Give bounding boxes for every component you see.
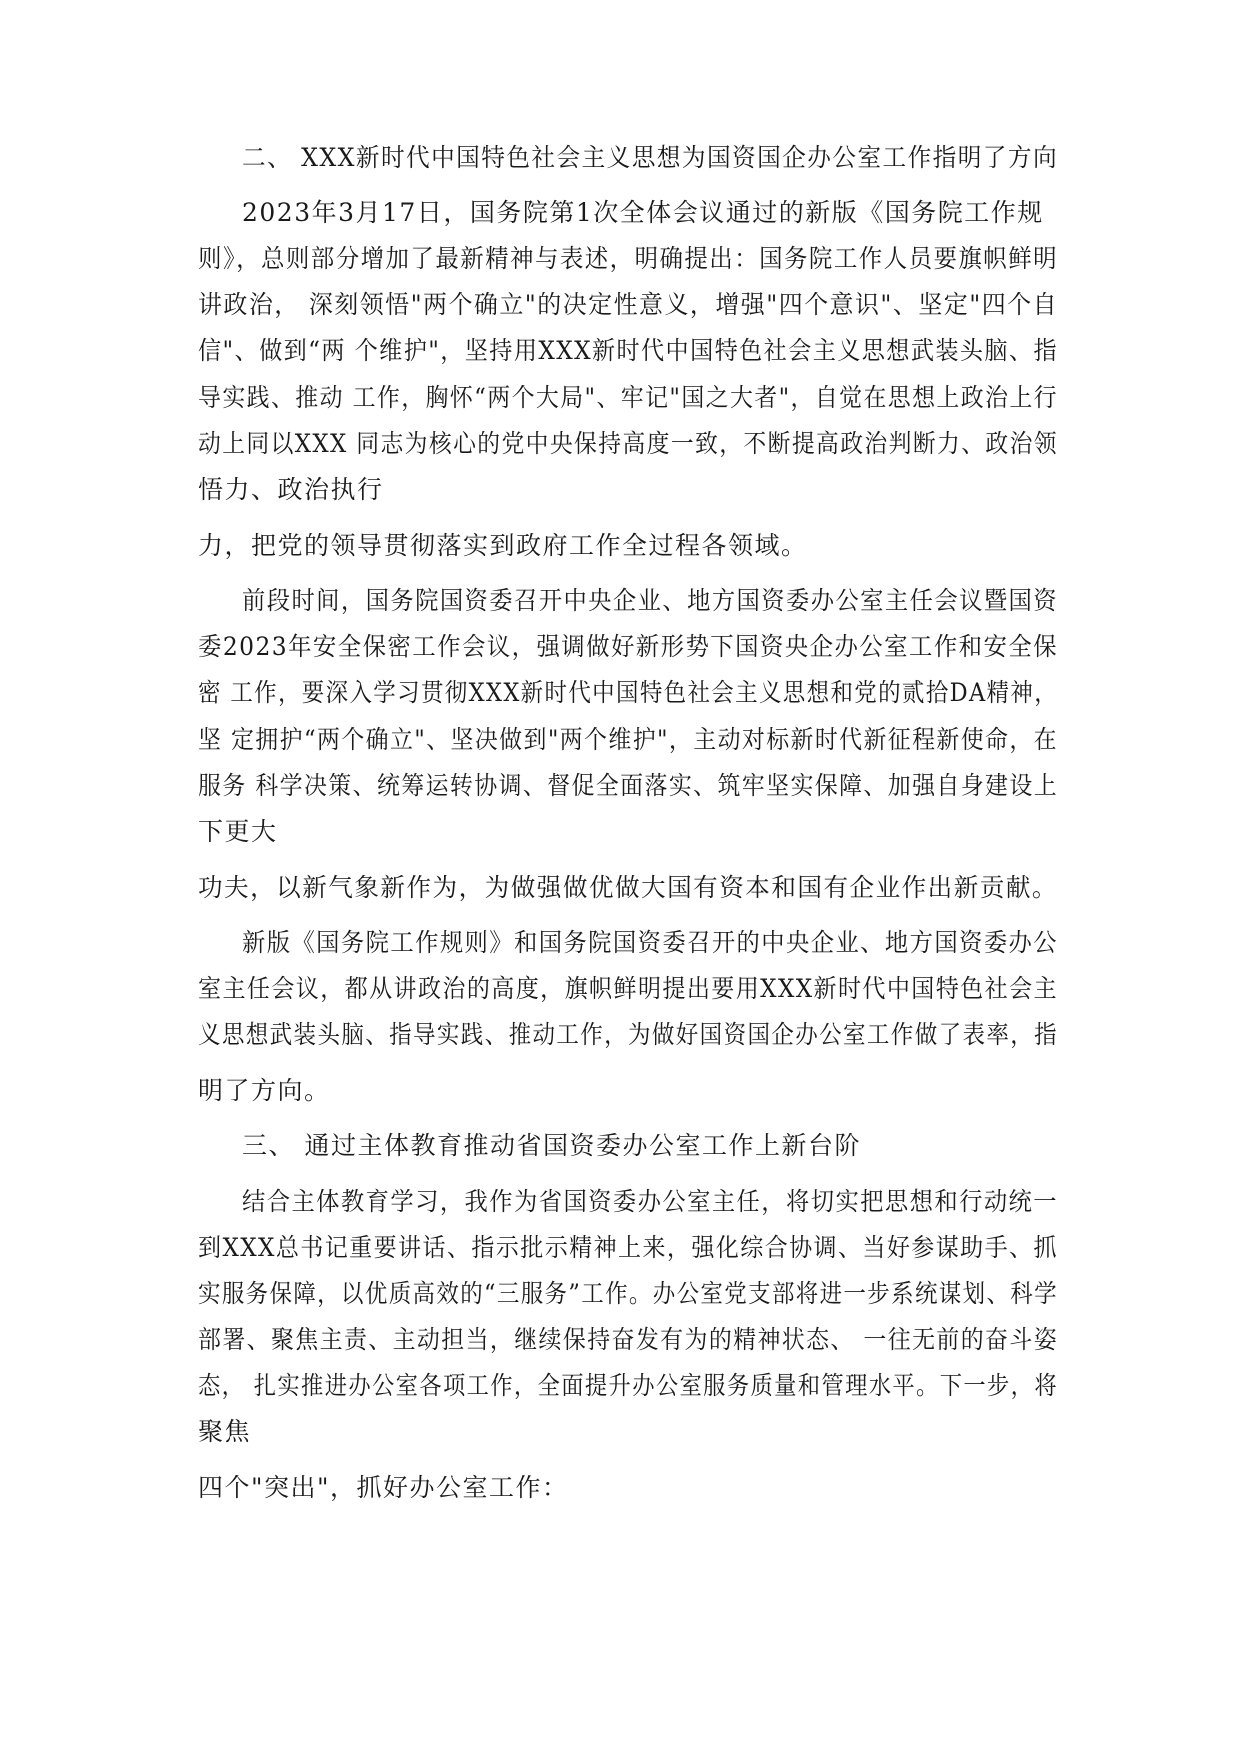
paragraph-line: 明了方向。	[198, 1076, 331, 1105]
paragraph-line: 功夫，以新气象新作为，为做强做优做大国有资本和国有企业作出新贡献。	[198, 873, 1058, 902]
paragraph-line: 委2023年安全保密工作会议，强调做好新形势下国资央企办公室工作和安全保	[198, 632, 1059, 661]
paragraph-line: 新版《国务院工作规则》和国务院国资委召开的中央企业、地方国资委办公	[242, 928, 1059, 957]
paragraph-line: 信"、做到“两 个维护"，坚持用XXX新时代中国特色社会主义思想武装头脑、指	[198, 336, 1058, 365]
paragraph-line: 动上同以XXX 同志为核心的党中央保持高度一致，不断提高政治判断力、政治领	[198, 429, 1058, 458]
paragraph-line: 义思想武装头脑、指导实践、推动工作，为做好国资国企办公室工作做了表率，指	[198, 1020, 1059, 1049]
paragraph-line: 讲政治， 深刻领悟"两个确立"的决定性意义，增强"四个意识"、坚定"四个自	[198, 290, 1059, 319]
paragraph-line: 到XXX总书记重要讲话、指示批示精神上来，强化综合协调、当好参谋助手、抓	[198, 1233, 1058, 1262]
paragraph-line: 力，把党的领导贯彻落实到政府工作全过程各领域。	[198, 531, 808, 560]
paragraph-line: 态， 扎实推进办公室各项工作，全面提升办公室服务质量和管理水平。下一步，将	[198, 1371, 1058, 1400]
section-heading-2: 二、 XXX新时代中国特色社会主义思想为国资国企办公室工作指明了方向	[242, 143, 1059, 172]
paragraph-line: 实服务保障，以优质高效的“三服务”工作。办公室党支部将进一步系统谋划、科学	[198, 1279, 1058, 1308]
paragraph-line: 坚 定拥护“两个确立"、坚决做到"两个维护"，主动对标新时代新征程新使命，在	[198, 725, 1059, 754]
paragraph-line: 则》，总则部分增加了最新精神与表述，明确提出：国务院工作人员要旗帜鲜明	[198, 244, 1059, 273]
paragraph-line: 前段时间，国务院国资委召开中央企业、地方国资委办公室主任会议暨国资	[242, 586, 1059, 615]
paragraph-line: 悟力、政治执行	[198, 475, 384, 504]
paragraph-line: 服务 科学决策、统筹运转协调、督促全面落实、筑牢坚实保障、加强自身建设上	[198, 771, 1059, 800]
paragraph-line: 部署、聚焦主责、主动担当，继续保持奋发有为的精神状态、 一往无前的奋斗姿	[198, 1325, 1059, 1354]
paragraph-line: 结合主体教育学习，我作为省国资委办公室主任，将切实把思想和行动统一	[242, 1187, 1059, 1216]
paragraph-line: 室主任会议，都从讲政治的高度，旗帜鲜明提出要用XXX新时代中国特色社会主	[198, 974, 1058, 1003]
paragraph-line: 四个"突出"，抓好办公室工作：	[198, 1473, 569, 1502]
paragraph-line: 聚焦	[198, 1417, 252, 1446]
section-heading-3: 三、 通过主体教育推动省国资委办公室工作上新台阶	[242, 1131, 861, 1160]
paragraph-line: 2023年3月17日，国务院第1次全体会议通过的新版《国务院工作规	[242, 198, 1044, 227]
paragraph-line: 下更大	[198, 817, 278, 846]
paragraph-line: 导实践、推动 工作，胸怀“两个大局"、牢记"国之大者"，自觉在思想上政治上行	[198, 383, 1059, 412]
paragraph-line: 密 工作，要深入学习贯彻XXX新时代中国特色社会主义思想和党的贰拾DA精神，	[198, 678, 1059, 707]
